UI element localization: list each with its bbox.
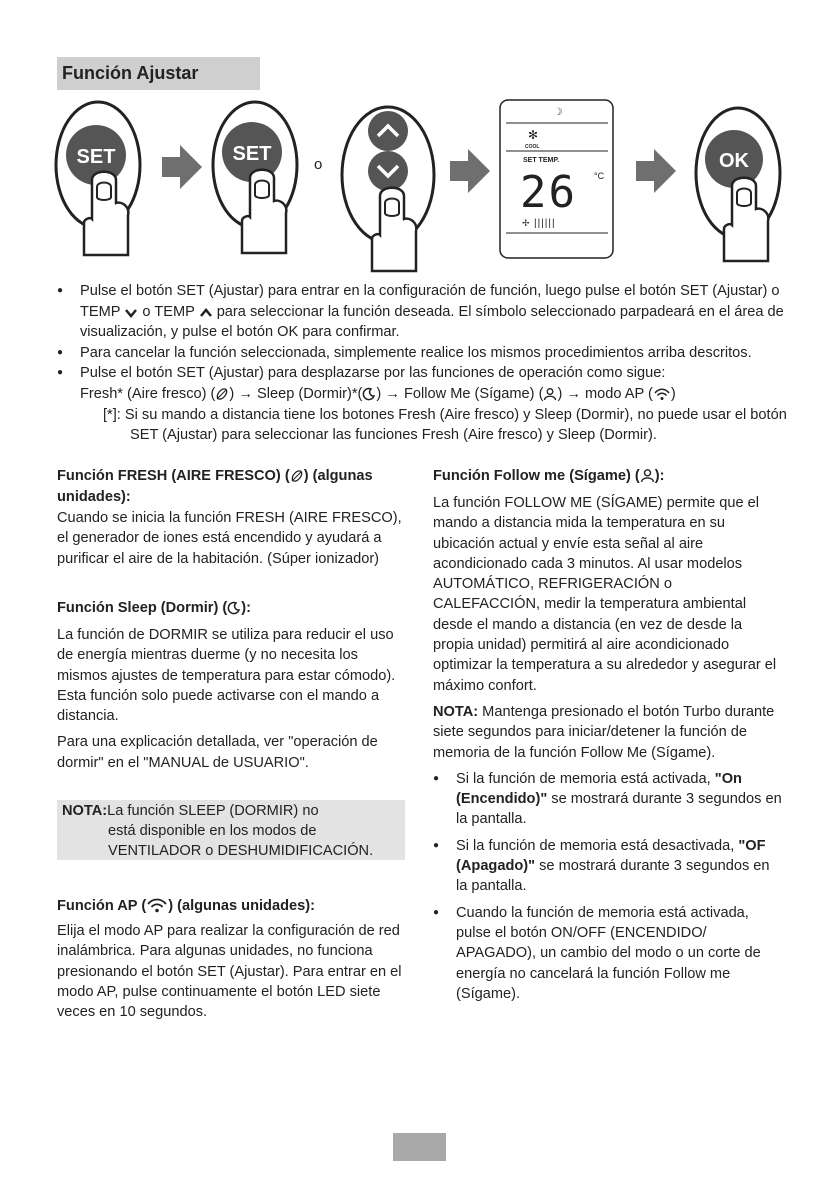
sleep-icon — [227, 601, 241, 615]
follow-body: La función FOLLOW ME (SÍGAME) permite que el mando a distancia mida la temperatura en su ubicación actual y envíe esta señal al aire acondicionado cada 3 minutos. Al usar modelos AUTOMÁTICO, REFRIGERACIÓN o CALEFACCIÓN, medir la temperatura ambiental desde el mando a distancia (en vez de desde la propia unidad) permitirá al aire acondicionado optimizar la temperatura a su alrededor y asegurar el máximo confort. — [433, 495, 777, 694]
sleep-note-box: NOTA:La función SLEEP (DORMIR) no está disponible en los modos de VENTILADOR o DESHUMIDIFICACIÓN. — [57, 800, 405, 860]
sleep-body: La función de DORMIR se utiliza para reducir el uso de energía mientras duerme (y no necesita los mismos ajustes de temperatura para estar cómodo). Esta función solo puede activarse con el mando a distancia. — [57, 627, 396, 725]
set-button-1-label: SET — [76, 146, 116, 168]
list-item: ● Pulse el botón SET (Ajustar) para desplazarse por las funciones de operación como sigue: Fresh* (Aire fresco) ( ) → Sleep (Dormir)*( ) → Follow Me (Sígame) ( ) → modo AP ( ) [*]: Si su mando a distancia tiene los botones Fresh (Aire fresco) y Sleep (Dormir), no puede usar el botón SET (Ajustar) para seleccionar las funciones Fresh (Aire fresco) y Sleep (Dormir). — [57, 363, 787, 445]
set-temp-label: SET TEMP. — [523, 157, 560, 164]
remote-set-2 — [213, 102, 297, 253]
follow-heading: Función Follow me (Sígame) ( ): — [433, 468, 665, 484]
fan-icon: ✢ — [522, 219, 530, 229]
chevron-up-icon — [199, 307, 213, 319]
footnote: [*]: Si su mando a distancia tiene los botones Fresh (Aire fresco) y Sleep (Dormir), no puede usar el botón SET (Ajustar) para seleccionar las funciones Fresh (Aire fresco) y Sleep (Dormir). — [103, 406, 787, 444]
ap-body: Elija el modo AP para realizar la configuración de red inalámbrica. Para algunas unidades, no funciona presionando el botón SET (Ajustar). Para entrar en el modo AP, pulse continuamente el botón LED siete veces en 10 segundos. — [57, 923, 402, 1021]
list-item: ● Pulse el botón SET (Ajustar) para entrar en la configuración de función, luego pulse el botón SET (Ajustar) o TEMP o TEMP para seleccionar la función deseada. El símbolo seleccionado parpadeará en el área de visualización, y pulse el botón OK para confirmar. — [57, 281, 787, 343]
temp-up-button — [368, 111, 408, 151]
section-title-bar — [57, 57, 260, 90]
list-item: ● Cuando la función de memoria está activada, pulse el botón ON/OFF (ENCENDIDO/ APAGADO), un cambio del modo o un corte de energía no cancelará la función Follow me (Sígame). — [433, 903, 783, 1004]
fan-speed-bars: |||||| — [534, 218, 556, 229]
arrow-icon — [636, 149, 676, 193]
person-icon — [640, 468, 655, 483]
temperature-readout: 26 — [520, 167, 577, 218]
follow-note: NOTA: Mantenga presionado el botón Turbo durante siete segundos para iniciar/detener la función de memoria de la función Follow Me (Sígame). — [433, 703, 775, 761]
nota-label: NOTA: — [62, 803, 108, 819]
remote-set-1 — [56, 102, 140, 255]
instructions-list — [57, 281, 787, 446]
sleep-section — [57, 598, 405, 773]
sleep-body-2: Para una explicación detallada, ver "operación de dormir" en el "MANUAL de USUARIO". — [57, 734, 378, 771]
list-item: ● Si la función de memoria está desactivada, "OF (Apagado)" se mostrará durante 3 segundos en la pantalla. — [433, 836, 783, 897]
unit-label: °C — [594, 171, 605, 181]
ap-section — [57, 896, 405, 1022]
sleep-icon — [362, 387, 376, 401]
remote-display — [500, 100, 613, 258]
chevron-down-icon — [124, 307, 138, 319]
wifi-icon — [146, 897, 168, 913]
or-label: o — [314, 156, 323, 173]
fresh-heading: Función FRESH (AIRE FRESCO) ( ) (algunas unidades): — [57, 468, 373, 505]
right-column — [433, 466, 783, 1004]
left-column — [57, 466, 405, 569]
leaf-icon — [215, 387, 229, 401]
ok-button-label: OK — [719, 150, 749, 172]
snowflake-icon: ✻ — [528, 128, 539, 142]
leaf-icon — [290, 469, 304, 483]
remote-ok — [696, 108, 780, 261]
list-item: ● Para cancelar la función seleccionada, simplemente realice los mismos procedimientos arriba descritos. — [57, 343, 787, 364]
temp-down-button — [368, 151, 408, 191]
wifi-icon — [653, 387, 671, 401]
ap-heading: Función AP ( ) (algunas unidades): — [57, 898, 315, 914]
arrow-icon — [162, 145, 202, 189]
person-icon — [543, 387, 557, 401]
set-button-2-label: SET — [232, 143, 272, 165]
mode-label: COOL — [525, 144, 540, 150]
section-title: Función Ajustar — [62, 63, 199, 83]
sleep-icon: ☽ — [553, 107, 563, 118]
sleep-heading: Función Sleep (Dormir) ( ): — [57, 600, 251, 616]
set-sequence-figure — [40, 95, 800, 275]
page-number-box — [393, 1133, 446, 1161]
remote-temp — [342, 107, 434, 271]
list-item: ● Si la función de memoria está activada, "On (Encendido)" se mostrará durante 3 segundos en la pantalla. — [433, 769, 783, 830]
fresh-body: Cuando se inicia la función FRESH (AIRE FRESCO), el generador de iones está encendido y ayudará a purificar el aire de la habitación. (Súper ionizador) — [57, 510, 402, 567]
arrow-icon — [450, 149, 490, 193]
